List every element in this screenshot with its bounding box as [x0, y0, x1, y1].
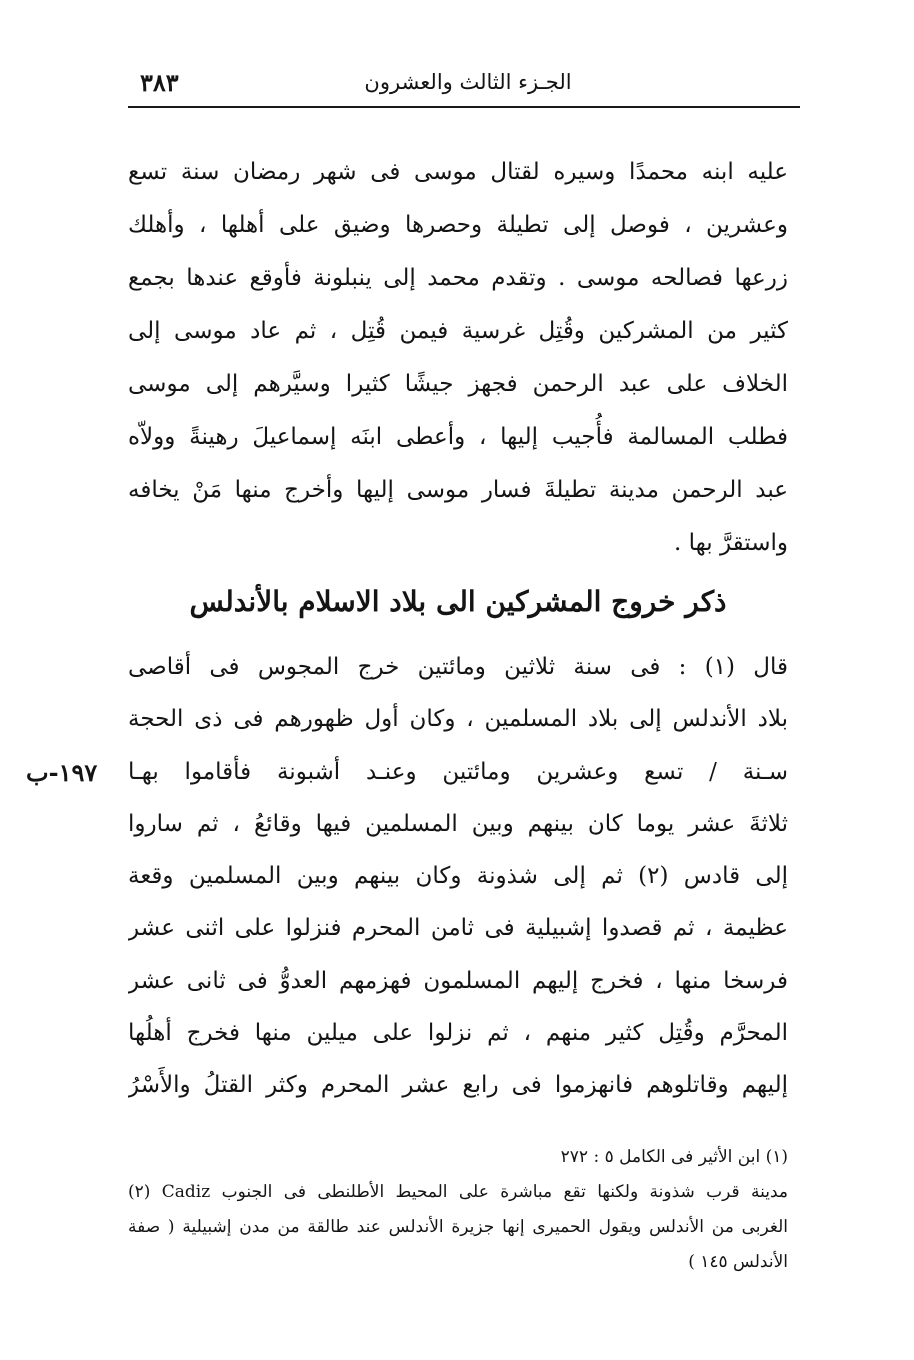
text-line: الخلاف على عبد الرحمن فجهز جيشًا كثيرا وسيَّرهم إلى موسى	[128, 371, 788, 397]
footnote-line: (١) ابن الأثير فى الكامل ٥ : ٢٧٢	[560, 1147, 788, 1167]
text-line: فرسخا منها ، فخرج إليهم المسلمون فهزمهم العدوُّ فى ثانى عشر	[128, 967, 788, 994]
manuscript-folio-note: ١٩٧-ب	[26, 758, 98, 787]
page-header	[128, 62, 800, 108]
running-title: الجـزء الثالث والعشرون	[364, 70, 572, 94]
text-line: عبد الرحمن مدينة تطيلةَ فسار موسى إليها وأخرج منها مَنْ يخافه	[128, 477, 788, 503]
text-line: عليه ابنه محمدًا وسيره لقتال موسى فى شهر رمضان سنة تسع	[128, 159, 788, 185]
text-line: زرعها فصالحه موسى . وتقدم محمد إلى ينبلونة فأوقع عندها بجمع	[128, 265, 788, 291]
text-line: المحرَّم وقُتِل كثير منهم ، ثم نزلوا على ميلين منها فخرج أهلُها	[128, 1020, 788, 1047]
page-number: ٣٨٣	[140, 68, 179, 97]
footnote-line: الغربى من الأندلس ويقول الحميرى إنها جزيرة الأندلس عند طالقة من مدن إشبيلية ( صفة	[128, 1217, 788, 1237]
text-line: وعشرين ، فوصل إلى تطيلة وحصرها وضيق على أهلها ، وأهلك	[128, 212, 788, 238]
text-line: بلاد الأندلس إلى بلاد المسلمين ، وكان أول ظهورهم فى ذى الحجة	[128, 706, 788, 733]
text-line: كثير من المشركين وقُتِل غرسية فيمن قُتِل ، ثم عاد موسى إلى	[128, 318, 788, 344]
section-heading: ذكر خروج المشركين الى بلاد الاسلام بالأندلس	[189, 585, 727, 618]
text-line: قال (١) : فى سنة ثلاثين ومائتين خرج المجوس فى أقاصى	[128, 654, 788, 680]
paragraph-1	[128, 146, 788, 570]
footnote-line: الأندلس ١٤٥ )	[688, 1252, 788, 1272]
text-line: فطلب المسالمة فأُجيب إليها ، وأعطى ابنَه إسماعيلَ رهينةً وولاّه	[128, 424, 788, 450]
paragraph-2	[128, 641, 788, 1112]
text-line: سـنة / تسع وعشرين ومائتين وعنـد أشبونة فأقاموا بهـا	[128, 758, 788, 785]
text-line: ثلاثةَ عشر يوما كان بينهم وبين المسلمين فيها وقائعُ ، ثم ساروا	[128, 810, 788, 837]
text-line: واستقرَّ بها .	[674, 530, 788, 556]
footnote-line: (٢) Cadiz مدينة قرب شذونة ولكنها تقع مباشرة على المحيط الأطلنطى فى الجنوب	[128, 1182, 788, 1202]
text-line: عظيمة ، ثم قصدوا إشبيلية فى ثامن المحرم فنزلوا على اثنى عشر	[128, 915, 788, 942]
footnotes	[128, 1140, 788, 1280]
text-line: إلى قادس (٢) ثم إلى شذونة وكان بينهم وبين المسلمين وقعة	[128, 863, 788, 890]
text-line: إليهم وقاتلوهم فانهزموا فى رابع عشر المحرم وكثر القتلُ والأَسْرُ	[128, 1072, 788, 1099]
